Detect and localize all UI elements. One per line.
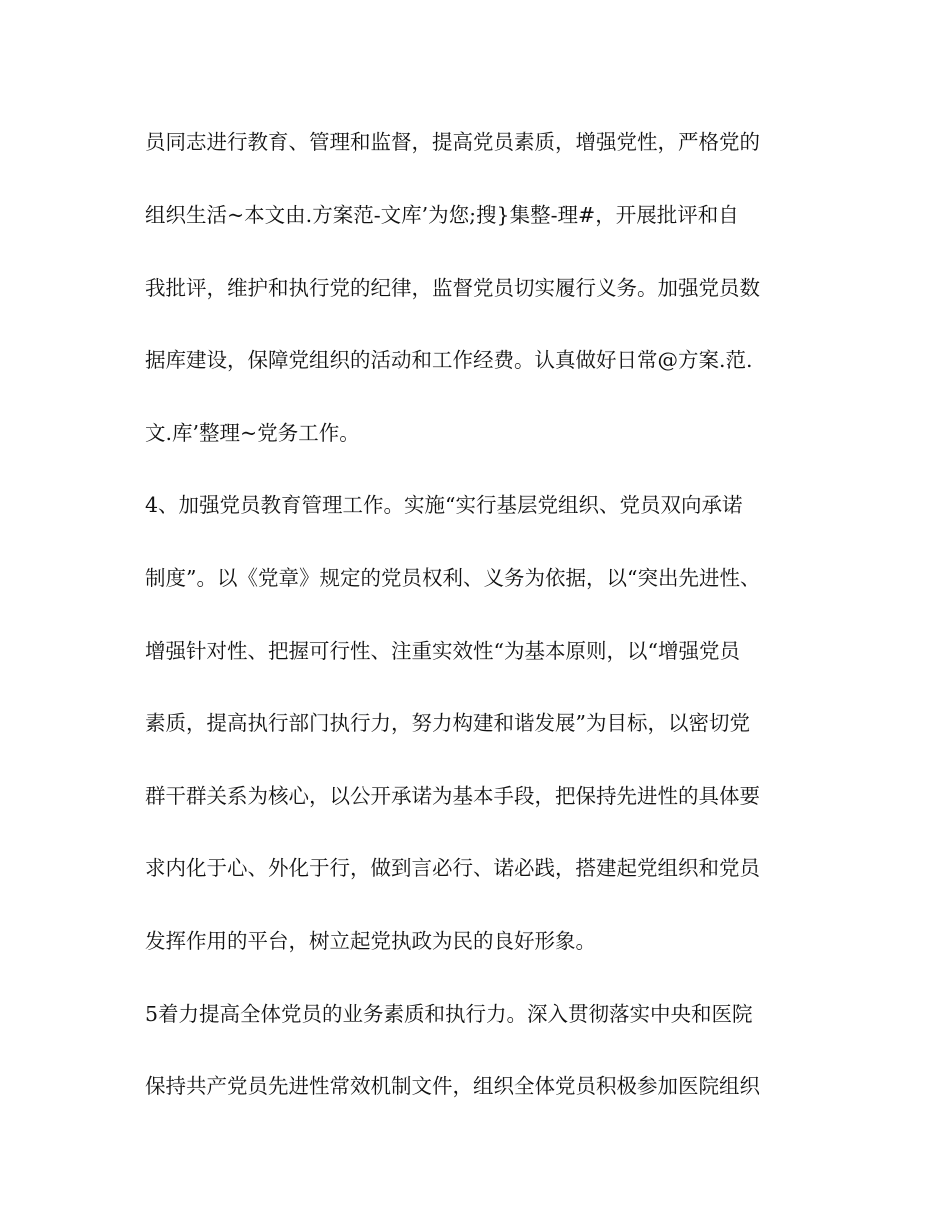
- text-line: 群干群关系为核心，以公开承诺为基本手段，把保持先进性的具体要: [145, 784, 760, 808]
- text-line: 保持共产党员先进性常效机制文件，组织全体党员积极参加医院组织: [145, 1074, 760, 1098]
- text-line: 求内化于心、外化于行，做到言必行、诺必践，搭建起党组织和党员: [145, 856, 760, 880]
- text-line: 4、加强党员教育管理工作。实施“实行基层党组织、党员双向承诺: [145, 493, 743, 517]
- text-line: 员同志进行教育、管理和监督，提高党员素质，增强党性，严格党的: [145, 130, 760, 154]
- text-line: 素质，提高执行部门执行力，努力构建和谐发展”为目标，以密切党: [145, 711, 750, 735]
- text-line: 我批评，维护和执行党的纪律，监督党员切实履行义务。加强党员数: [145, 276, 760, 300]
- text-line: 增强针对性、把握可行性、注重实效性“为基本原则，以“增强党员: [145, 639, 740, 663]
- text-line: 发挥作用的平台，树立起党执政为民的良好形象。: [145, 929, 596, 953]
- text-line: 文.库’整理~党务工作。: [145, 421, 360, 445]
- text-line: 制度”。以《党章》规定的党员权利、义务为依据，以“突出先进性、: [145, 566, 761, 590]
- text-line: 组织生活~本文由.方案范-文库’为您;搜}集整-理#，开展批评和自: [145, 203, 739, 227]
- text-line: 5着力提高全体党员的业务素质和执行力。深入贯彻落实中央和医院: [145, 1002, 753, 1026]
- text-line: 据库建设，保障党组织的活动和工作经费。认真做好日常@方案.范.: [145, 348, 753, 372]
